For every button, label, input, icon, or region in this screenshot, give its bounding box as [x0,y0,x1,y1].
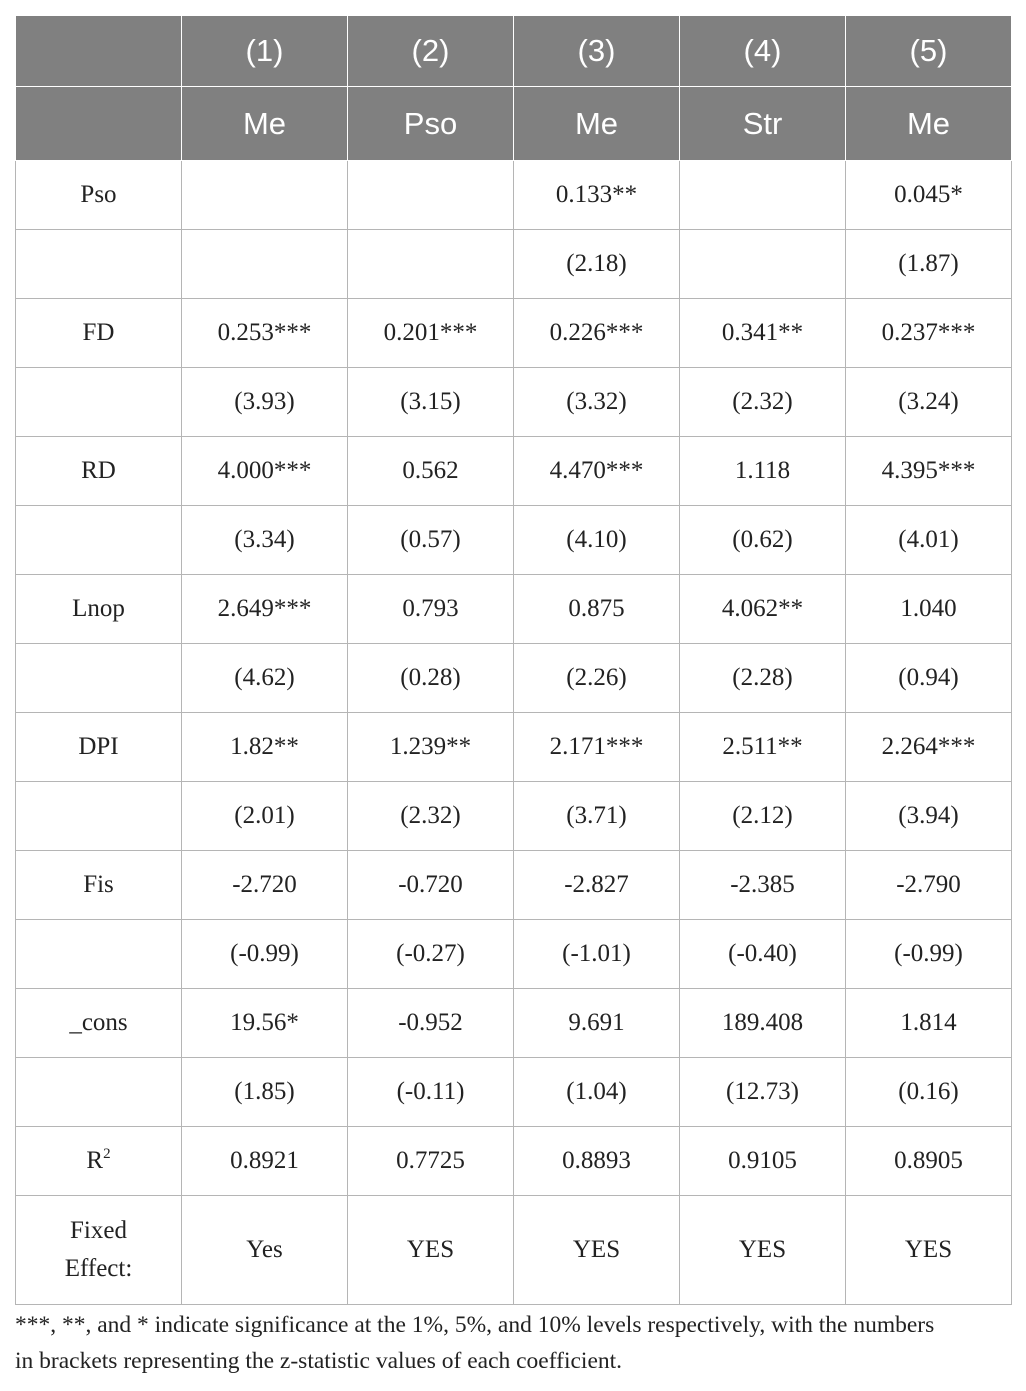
table-cell: 189.408 [680,989,846,1058]
header-dependent-variable: Me [182,87,348,161]
table-cell: 2.171*** [514,713,680,782]
table-cell: -2.720 [182,851,348,920]
table-cell: (2.01) [182,782,348,851]
table-cell: YES [348,1196,514,1305]
table-cell: 0.133** [514,161,680,230]
table-cell: (0.94) [846,644,1012,713]
table-cell [348,230,514,299]
table-cell: (-0.40) [680,920,846,989]
row-label: Lnop [16,575,182,644]
table-cell [348,161,514,230]
table-cell: 2.511** [680,713,846,782]
row-label [16,1058,182,1127]
table-cell: (3.93) [182,368,348,437]
fixed-effect-label-line2: Effect: [64,1255,133,1282]
table-cell: -0.720 [348,851,514,920]
table-cell: 1.82** [182,713,348,782]
table-body [16,161,1012,1305]
table-cell: 2.264*** [846,713,1012,782]
table-cell: 0.562 [348,437,514,506]
header-model-number: (3) [514,16,680,87]
fixed-effect-label-line1: Fixed [70,1217,127,1244]
table-cell: (0.62) [680,506,846,575]
row-label: Fis [16,851,182,920]
row-label [16,230,182,299]
table-cell: (0.28) [348,644,514,713]
table-cell: (4.62) [182,644,348,713]
table-cell: 0.8905 [846,1127,1012,1196]
footnote-line-1: ***, **, and * indicate significance at the 1%, 5%, and 10% levels respectively, with the numbers [15,1312,935,1338]
coefficient-row [16,713,1012,782]
header-dependent-variable: Pso [348,87,514,161]
table-cell: 0.045* [846,161,1012,230]
table-cell: (0.16) [846,1058,1012,1127]
table-cell: (2.12) [680,782,846,851]
table-cell: (2.26) [514,644,680,713]
table-cell: (-1.01) [514,920,680,989]
table-cell: 1.118 [680,437,846,506]
row-label [16,920,182,989]
row-label: _cons [16,989,182,1058]
table-cell: 1.814 [846,989,1012,1058]
table-cell: -2.385 [680,851,846,920]
header-dependent-variable: Str [680,87,846,161]
r-squared-superscript: 2 [103,1146,111,1162]
z-statistic-row [16,920,1012,989]
row-label: FD [16,299,182,368]
table-cell: (3.71) [514,782,680,851]
table-cell: (3.34) [182,506,348,575]
table-cell: (2.32) [680,368,846,437]
table-cell: 4.470*** [514,437,680,506]
table-cell: (-0.99) [846,920,1012,989]
table-cell: -0.952 [348,989,514,1058]
table-cell: (-0.27) [348,920,514,989]
coefficient-row [16,437,1012,506]
table-cell: 9.691 [514,989,680,1058]
table-cell: 19.56* [182,989,348,1058]
z-statistic-row [16,368,1012,437]
table-cell: 0.8893 [514,1127,680,1196]
z-statistic-row [16,782,1012,851]
row-label [16,368,182,437]
table-header [16,16,1012,161]
table-cell: 1.239** [348,713,514,782]
coefficient-row [16,575,1012,644]
table-cell: 0.875 [514,575,680,644]
table-cell: (4.10) [514,506,680,575]
table-cell: (3.15) [348,368,514,437]
z-statistic-row [16,1058,1012,1127]
table-cell: 0.341** [680,299,846,368]
z-statistic-row [16,230,1012,299]
row-label [16,644,182,713]
z-statistic-row [16,506,1012,575]
row-label: Pso [16,161,182,230]
table-cell: (2.18) [514,230,680,299]
table-cell: 4.395*** [846,437,1012,506]
header-row-dependent-vars [16,87,1012,161]
coefficient-row [16,851,1012,920]
table-cell: 0.226*** [514,299,680,368]
header-model-number: (1) [182,16,348,87]
table-cell: (2.28) [680,644,846,713]
table-cell: -2.790 [846,851,1012,920]
table-cell: (1.04) [514,1058,680,1127]
table-cell: YES [680,1196,846,1305]
table-cell: Yes [182,1196,348,1305]
row-label: DPI [16,713,182,782]
table-cell: YES [514,1196,680,1305]
row-label [16,782,182,851]
table-cell: 1.040 [846,575,1012,644]
coefficient-row [16,161,1012,230]
z-statistic-row [16,644,1012,713]
table-cell: -2.827 [514,851,680,920]
row-label [16,1196,182,1305]
header-model-number: (4) [680,16,846,87]
table-cell [182,161,348,230]
table-cell: 4.062** [680,575,846,644]
table-cell: (3.24) [846,368,1012,437]
r-squared-label: R [86,1147,104,1174]
table-cell: 2.649*** [182,575,348,644]
table-cell: 0.793 [348,575,514,644]
header-model-number: (2) [348,16,514,87]
table-cell: (0.57) [348,506,514,575]
header-corner-cell [16,87,182,161]
regression-table [15,15,1012,1305]
table-cell: YES [846,1196,1012,1305]
row-label: RD [16,437,182,506]
table-cell: 0.9105 [680,1127,846,1196]
table-cell: 0.253*** [182,299,348,368]
table-footnote [15,1307,1015,1379]
table-cell: 0.237*** [846,299,1012,368]
footnote-line-2: in brackets representing the z-statistic values of each coefficient. [15,1348,623,1374]
table-cell: (3.94) [846,782,1012,851]
table-cell: (12.73) [680,1058,846,1127]
r-squared-row [16,1127,1012,1196]
header-row-model-numbers [16,16,1012,87]
table-cell: 4.000*** [182,437,348,506]
header-corner-cell [16,16,182,87]
table-cell: (2.32) [348,782,514,851]
header-dependent-variable: Me [514,87,680,161]
table-cell: (1.87) [846,230,1012,299]
coefficient-row [16,299,1012,368]
table-cell: 0.8921 [182,1127,348,1196]
coefficient-row [16,989,1012,1058]
table-cell [680,230,846,299]
table-cell: (-0.99) [182,920,348,989]
table-cell: (1.85) [182,1058,348,1127]
row-label [16,1127,182,1196]
table-cell: (4.01) [846,506,1012,575]
table-cell [680,161,846,230]
table-cell: (-0.11) [348,1058,514,1127]
table-cell: 0.7725 [348,1127,514,1196]
header-dependent-variable: Me [846,87,1012,161]
row-label [16,506,182,575]
table-cell: (3.32) [514,368,680,437]
header-model-number: (5) [846,16,1012,87]
table-cell: 0.201*** [348,299,514,368]
fixed-effect-row [16,1196,1012,1305]
table-cell [182,230,348,299]
